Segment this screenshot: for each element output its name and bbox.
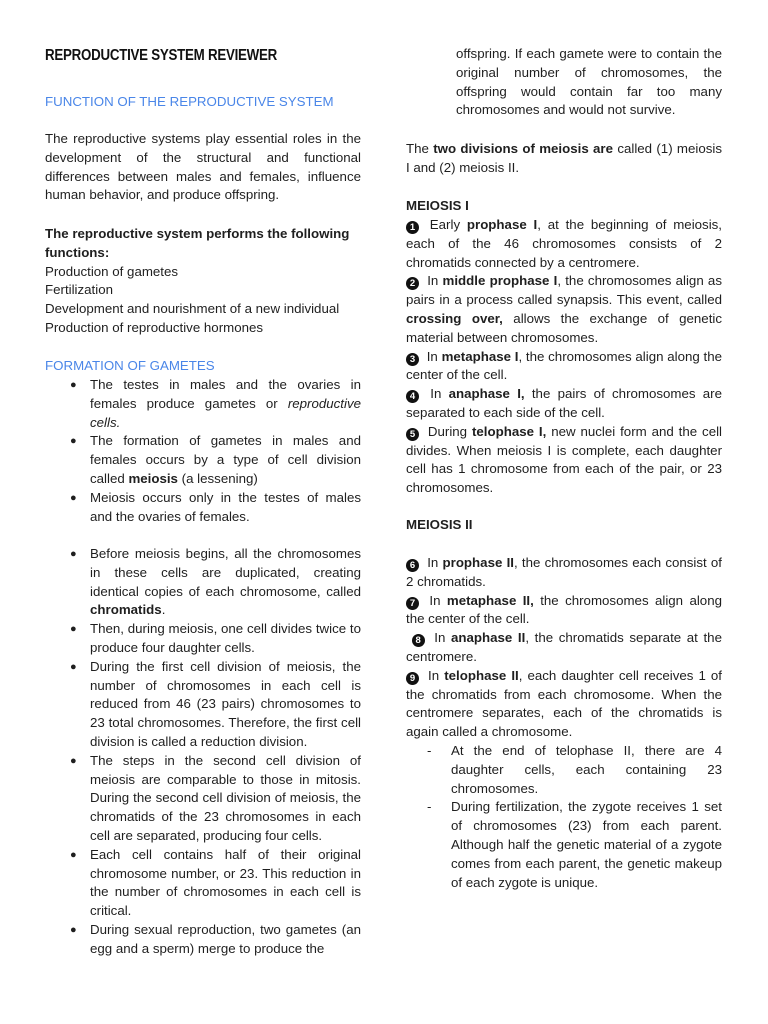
meiosis-2-heading: MEIOSIS II: [406, 517, 473, 532]
page-title: REPRODUCTIVE SYSTEM REVIEWER: [45, 47, 278, 64]
function-item: Production of reproductive hormones: [45, 319, 264, 335]
step-4: 4 In anaphase I, the pairs of chromosomes are separated to each side of the cell.: [406, 386, 722, 420]
step-5: 5 During telophase I, new nuclei form and the cell divides. When meiosis I is complete, each daughter cell has 1 chromosome from each of the pair, or 23 chromosomes.: [406, 423, 722, 496]
list-item: - At the end of telophase II, there are 4 daughter cells, each containing 23 chromosomes.: [427, 742, 722, 796]
function-item: Production of gametes: [45, 263, 179, 279]
number-5-icon: 5: [406, 428, 419, 441]
functions-lead: The reproductive system performs the following functions:: [45, 226, 350, 260]
bullet-dot: ●: [70, 660, 77, 673]
list-item: ● Each cell contains half of their original chromosome number, or 23. This reduction in the number of chromosomes in each cell is critical.: [70, 846, 361, 919]
functions-block: [45, 225, 361, 338]
number-8-icon: 8: [412, 634, 425, 647]
function-heading: FUNCTION OF THE REPRODUCTIVE SYSTEM: [45, 94, 334, 109]
intro-paragraph: The reproductive systems play essential roles in the development of the structural and functional differences between males and females, influence human behavior, and produce offspring.: [45, 131, 361, 203]
bullet-list-a: [45, 376, 361, 526]
bullet-dot: ●: [70, 754, 77, 767]
list-item: ● During the first cell division of meiosis, the number of chromosomes in each cell is reduced from 46 (23 pairs) chromosomes to 23 total chromosomes. Therefore, the first cell division is called a reduction division.: [70, 658, 361, 749]
step-2: 2 In middle prophase I, the chromosomes align as pairs in a process called synapsis. This event, called crossing over, allows the exchange of genetic material between chromosomes.: [406, 273, 722, 345]
dash-list: [406, 742, 722, 892]
two-divisions-paragraph: The two divisions of meiosis are called (1) meiosis I and (2) meiosis II.: [406, 141, 722, 175]
continuation-paragraph: offspring. If each gamete were to contain the original number of chromosomes, the offspring would contain far too many chromosomes and would not survive.: [456, 46, 722, 118]
bullet-dot: ●: [70, 491, 77, 504]
number-9-icon: 9: [406, 672, 419, 685]
list-item: ● Before meiosis begins, all the chromosomes in these cells are duplicated, creating identical copies of each chromosome, called chromatids.: [70, 546, 361, 618]
meiosis-1-steps: [406, 216, 722, 498]
function-item: Development and nourishment of a new individual: [45, 301, 340, 317]
function-item: Fertilization: [45, 282, 113, 298]
bullet-dot: ●: [70, 923, 77, 936]
list-item: ● The testes in males and the ovaries in females produce gametes or reproductive cells.: [70, 377, 361, 430]
number-4-icon: 4: [406, 390, 419, 403]
list-item: ● During sexual reproduction, two gametes (an egg and a sperm) merge to produce the: [70, 921, 361, 956]
number-1-icon: 1: [406, 221, 419, 234]
bullet-dot: ●: [70, 379, 77, 391]
list-item: - During fertilization, the zygote receives 1 set of chromosomes (23) from each parent. Although half the genetic material of a zygote comes from each parent, the genetic makeup of each zygote is unique.: [427, 799, 722, 890]
meiosis-1-heading: MEIOSIS I: [406, 198, 469, 213]
bullet-dot: ●: [70, 848, 77, 861]
number-7-icon: 7: [406, 597, 419, 610]
number-3-icon: 3: [406, 353, 419, 366]
list-item: ● Meiosis occurs only in the testes of males and the ovaries of females.: [70, 489, 361, 524]
step-7: 7 In metaphase II, the chromosomes align along the center of the cell.: [406, 592, 722, 627]
dash-marker: -: [427, 799, 432, 815]
step-8: 8 In anaphase II, the chromatids separate at the centromere.: [406, 630, 722, 664]
bullet-dot: ●: [70, 623, 77, 636]
step-1: 1 Early prophase I, at the beginning of meiosis, each of the 46 chromosomes consists of 2 chromatids connected by a centromere.: [406, 217, 722, 270]
number-2-icon: 2: [406, 277, 419, 290]
step-3: 3 In metaphase I, the chromosomes align along the center of the cell.: [406, 348, 722, 383]
bullet-dot: ●: [70, 435, 77, 448]
list-item: ● Then, during meiosis, one cell divides twice to produce four daughter cells.: [70, 621, 361, 655]
number-6-icon: 6: [406, 559, 419, 572]
list-item: ● The steps in the second cell division of meiosis are comparable to those in mitosis. During the second cell division of meiosis, the chromatids of the 23 chromosomes in each cell are separated, producing four cells.: [70, 752, 361, 843]
dash-marker: -: [427, 742, 432, 758]
bullet-dot: ●: [70, 548, 77, 560]
formation-heading: FORMATION OF GAMETES: [45, 358, 215, 373]
meiosis-2-steps: [406, 554, 722, 892]
list-item: ● The formation of gametes in males and females occurs by a type of cell division called meiosis (a lessening): [70, 433, 361, 486]
step-6: 6 In prophase II, the chromosomes each consist of 2 chromatids.: [406, 555, 722, 589]
bullet-list-b: [45, 545, 361, 959]
step-9: 9 In telophase II, each daughter cell receives 1 of the chromatids from each chromosome. When the centromere separates, each of the chromatids is again called a chromosome.: [406, 667, 723, 740]
